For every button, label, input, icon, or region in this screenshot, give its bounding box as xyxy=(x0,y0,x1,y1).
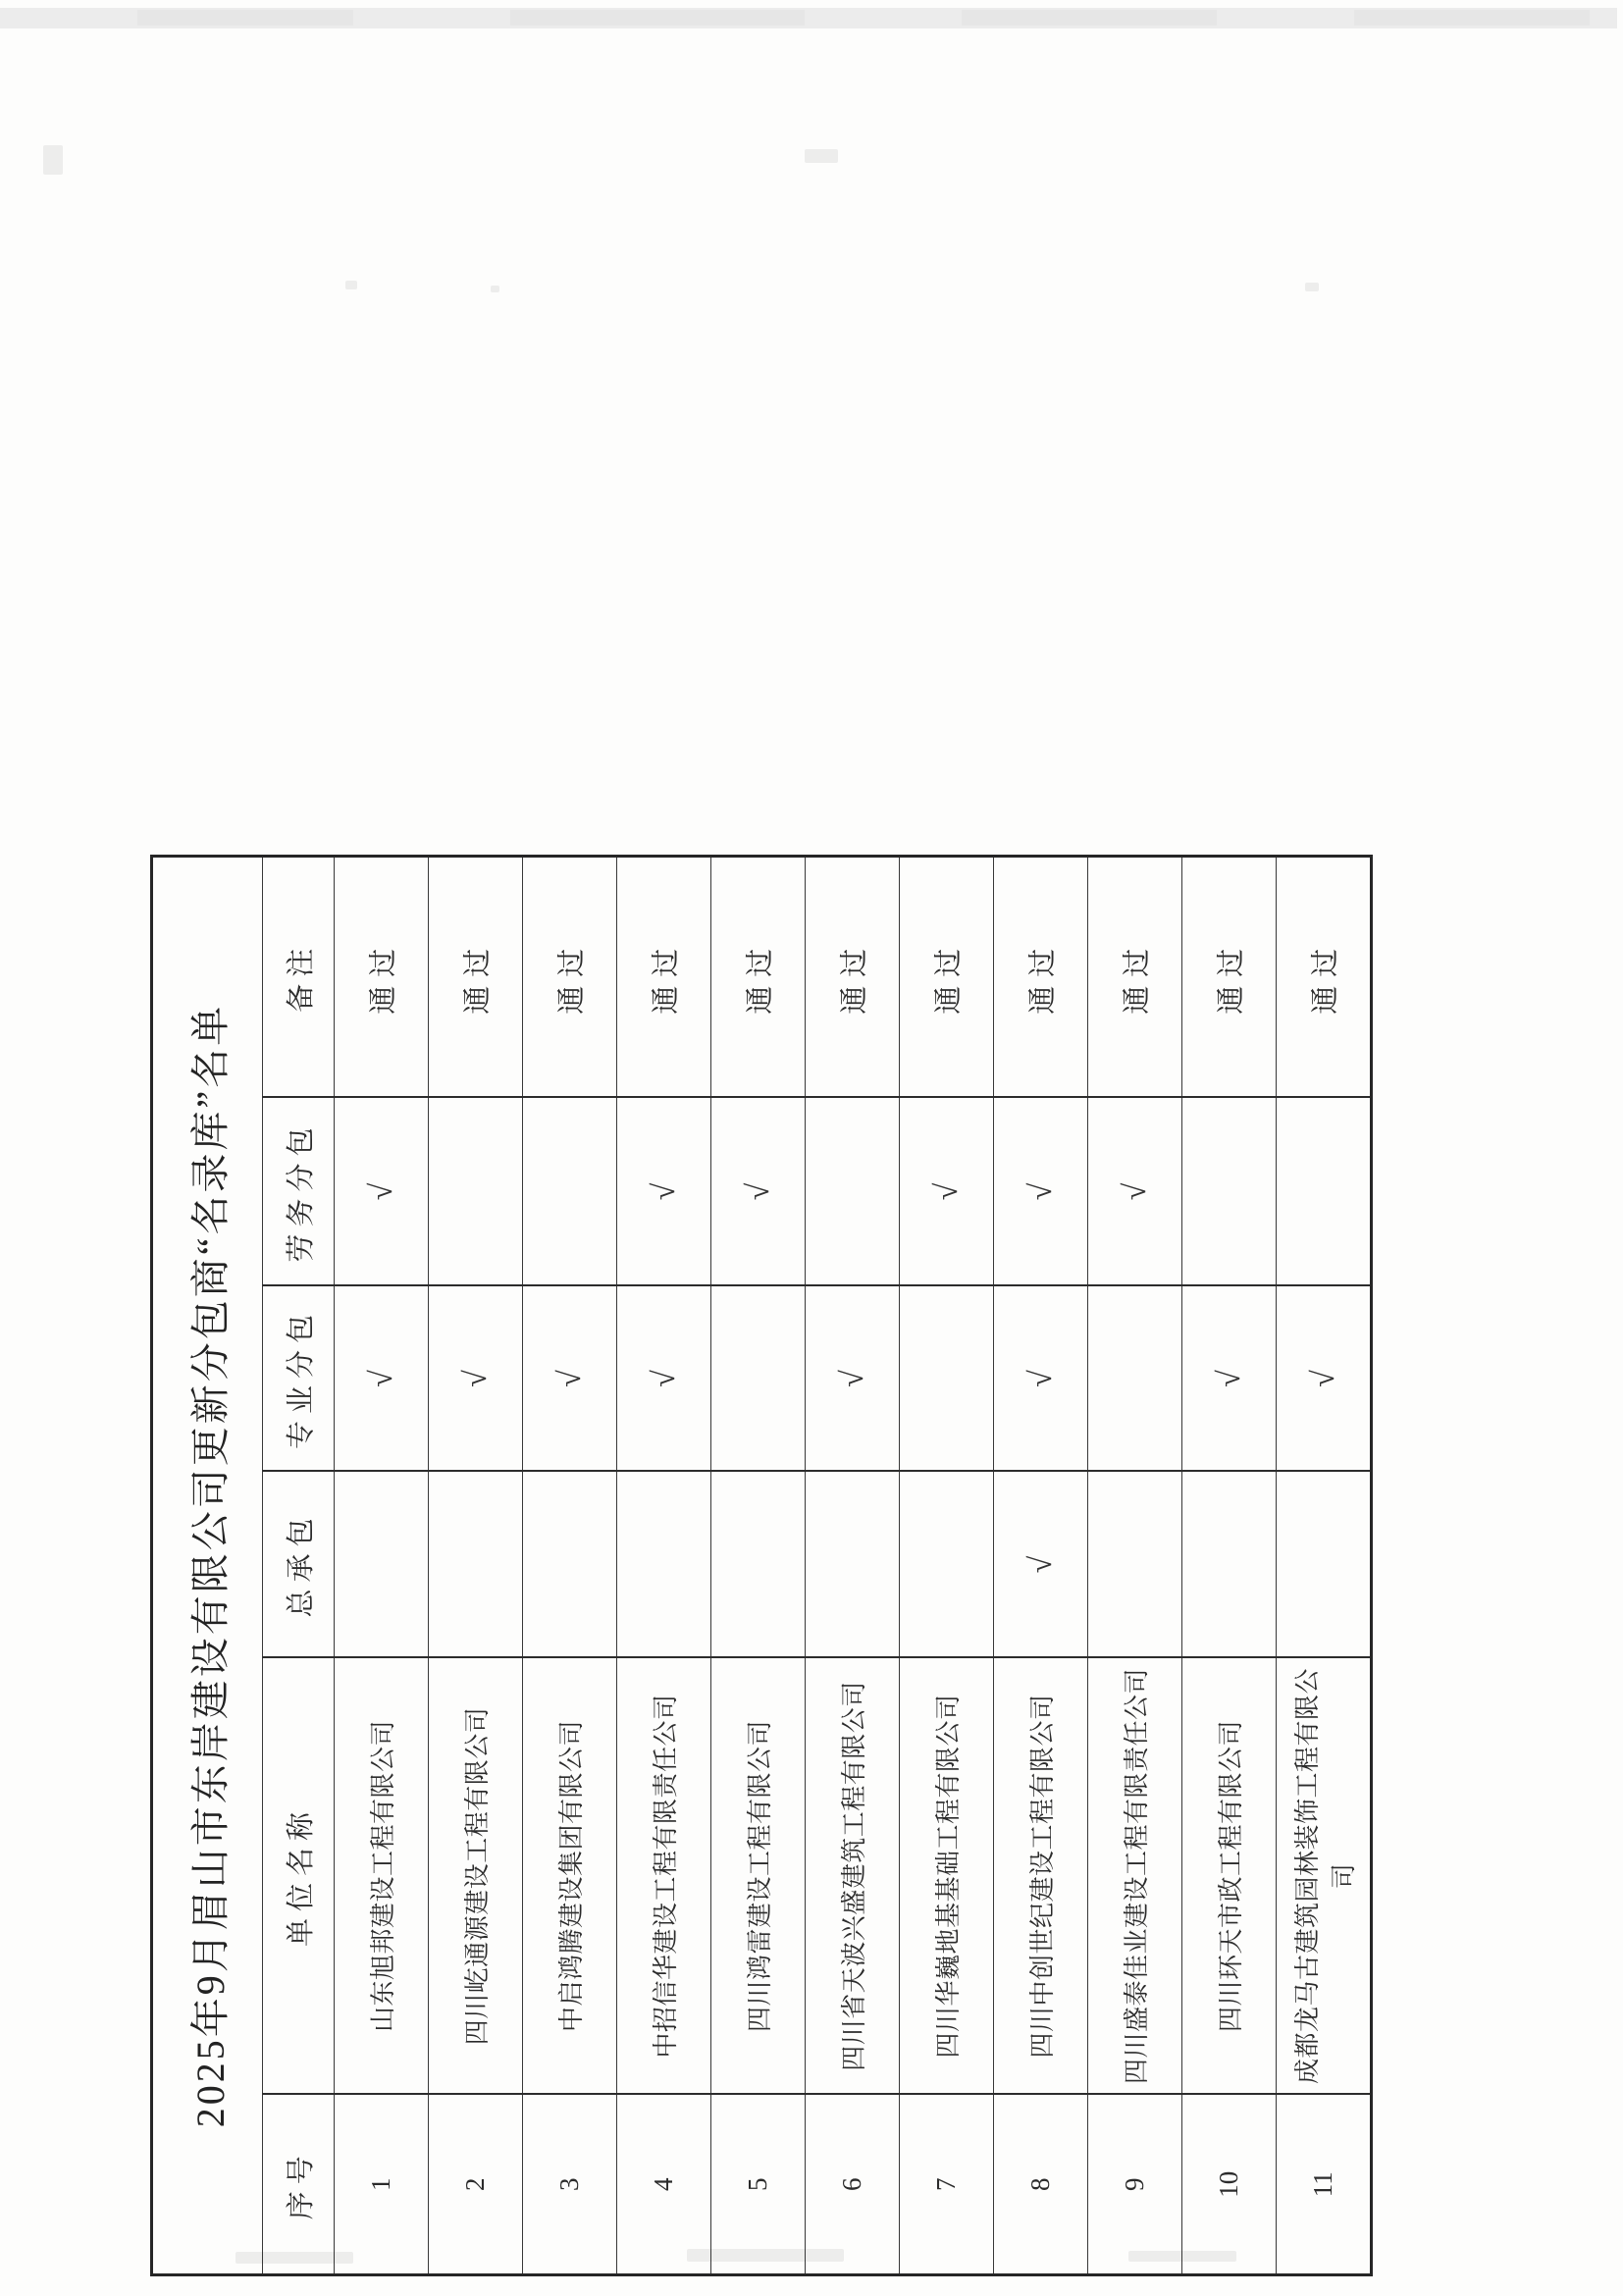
labor-sub-cell: √ xyxy=(617,1098,711,1286)
remarks-cell: 通过 xyxy=(1277,856,1372,1097)
general-contract-cell xyxy=(1277,1472,1372,1658)
labor-sub-cell: √ xyxy=(711,1098,806,1286)
header-general-contract: 总承包 xyxy=(263,1472,335,1658)
table-row xyxy=(1182,856,1277,2274)
table-row xyxy=(806,856,900,2274)
general-contract-cell xyxy=(617,1472,711,1658)
serial-cell: 3 xyxy=(523,2095,617,2275)
professional-sub-cell: √ xyxy=(335,1286,429,1472)
company-name-cell: 中启鸿腾建设集团有限公司 xyxy=(523,1658,617,2095)
professional-sub-cell: √ xyxy=(1277,1286,1372,1472)
company-name-cell: 四川华巍地基基础工程有限公司 xyxy=(900,1658,994,2095)
company-name-cell: 四川省天波兴盛建筑工程有限公司 xyxy=(806,1658,900,2095)
labor-sub-cell: √ xyxy=(1088,1098,1182,1286)
table-row xyxy=(994,856,1088,2274)
header-professional-sub: 专业分包 xyxy=(263,1286,335,1472)
labor-sub-cell xyxy=(806,1098,900,1286)
table-row xyxy=(711,856,806,2274)
serial-cell: 2 xyxy=(429,2095,523,2275)
professional-sub-cell xyxy=(711,1286,806,1472)
company-name-cell: 四川中创世纪建设工程有限公司 xyxy=(994,1658,1088,2095)
labor-sub-cell: √ xyxy=(335,1098,429,1286)
remarks-cell: 通过 xyxy=(711,856,806,1097)
serial-cell: 1 xyxy=(335,2095,429,2275)
table-row xyxy=(617,856,711,2274)
labor-sub-cell xyxy=(1182,1098,1277,1286)
professional-sub-cell: √ xyxy=(994,1286,1088,1472)
labor-sub-cell xyxy=(429,1098,523,1286)
company-name-cell: 山东旭邦建设工程有限公司 xyxy=(335,1658,429,2095)
remarks-cell: 通过 xyxy=(617,856,711,1097)
company-name-cell: 四川环天市政工程有限公司 xyxy=(1182,1658,1277,2095)
table-row xyxy=(900,856,994,2274)
professional-sub-cell: √ xyxy=(617,1286,711,1472)
remarks-cell: 通过 xyxy=(900,856,994,1097)
general-contract-cell xyxy=(523,1472,617,1658)
general-contract-cell xyxy=(806,1472,900,1658)
table-header-row xyxy=(263,856,335,2274)
subcontractor-table xyxy=(150,855,1373,2276)
serial-cell: 10 xyxy=(1182,2095,1277,2275)
header-company-name: 单位名称 xyxy=(263,1658,335,2095)
serial-cell: 4 xyxy=(617,2095,711,2275)
serial-cell: 6 xyxy=(806,2095,900,2275)
general-contract-cell xyxy=(900,1472,994,1658)
professional-sub-cell: √ xyxy=(523,1286,617,1472)
serial-cell: 8 xyxy=(994,2095,1088,2275)
table-row xyxy=(1277,856,1372,2274)
labor-sub-cell xyxy=(523,1098,617,1286)
table-row xyxy=(1088,856,1182,2274)
general-contract-cell xyxy=(429,1472,523,1658)
company-name-cell: 四川鸿雷建设工程有限公司 xyxy=(711,1658,806,2095)
table-row xyxy=(523,856,617,2274)
remarks-cell: 通过 xyxy=(429,856,523,1097)
general-contract-cell: √ xyxy=(994,1472,1088,1658)
company-name-cell: 四川盛泰佳业建设工程有限责任公司 xyxy=(1088,1658,1182,2095)
company-name-cell: 中招信华建设工程有限责任公司 xyxy=(617,1658,711,2095)
header-labor-sub: 劳务分包 xyxy=(263,1098,335,1286)
header-serial: 序号 xyxy=(263,2095,335,2275)
remarks-cell: 通过 xyxy=(523,856,617,1097)
table-row xyxy=(429,856,523,2274)
professional-sub-cell: √ xyxy=(429,1286,523,1472)
general-contract-cell xyxy=(335,1472,429,1658)
remarks-cell: 通过 xyxy=(994,856,1088,1097)
serial-cell: 5 xyxy=(711,2095,806,2275)
labor-sub-cell xyxy=(1277,1098,1372,1286)
table-row xyxy=(335,856,429,2274)
company-name-cell: 四川屹通源建设工程有限公司 xyxy=(429,1658,523,2095)
professional-sub-cell xyxy=(900,1286,994,1472)
professional-sub-cell xyxy=(1088,1286,1182,1472)
serial-cell: 11 xyxy=(1277,2095,1372,2275)
remarks-cell: 通过 xyxy=(1182,856,1277,1097)
labor-sub-cell: √ xyxy=(994,1098,1088,1286)
professional-sub-cell: √ xyxy=(806,1286,900,1472)
remarks-cell: 通过 xyxy=(806,856,900,1097)
general-contract-cell xyxy=(711,1472,806,1658)
serial-cell: 7 xyxy=(900,2095,994,2275)
general-contract-cell xyxy=(1182,1472,1277,1658)
serial-cell: 9 xyxy=(1088,2095,1182,2275)
professional-sub-cell: √ xyxy=(1182,1286,1277,1472)
general-contract-cell xyxy=(1088,1472,1182,1658)
header-remarks: 备注 xyxy=(263,856,335,1097)
remarks-cell: 通过 xyxy=(335,856,429,1097)
document-title: 2025年9月眉山市东岸建设有限公司更新分包商“名录库”名单 xyxy=(152,856,263,2274)
remarks-cell: 通过 xyxy=(1088,856,1182,1097)
title-row xyxy=(152,856,263,2274)
labor-sub-cell: √ xyxy=(900,1098,994,1286)
company-name-cell: 成都龙马古建筑园林装饰工程有限公司 xyxy=(1277,1658,1372,2095)
